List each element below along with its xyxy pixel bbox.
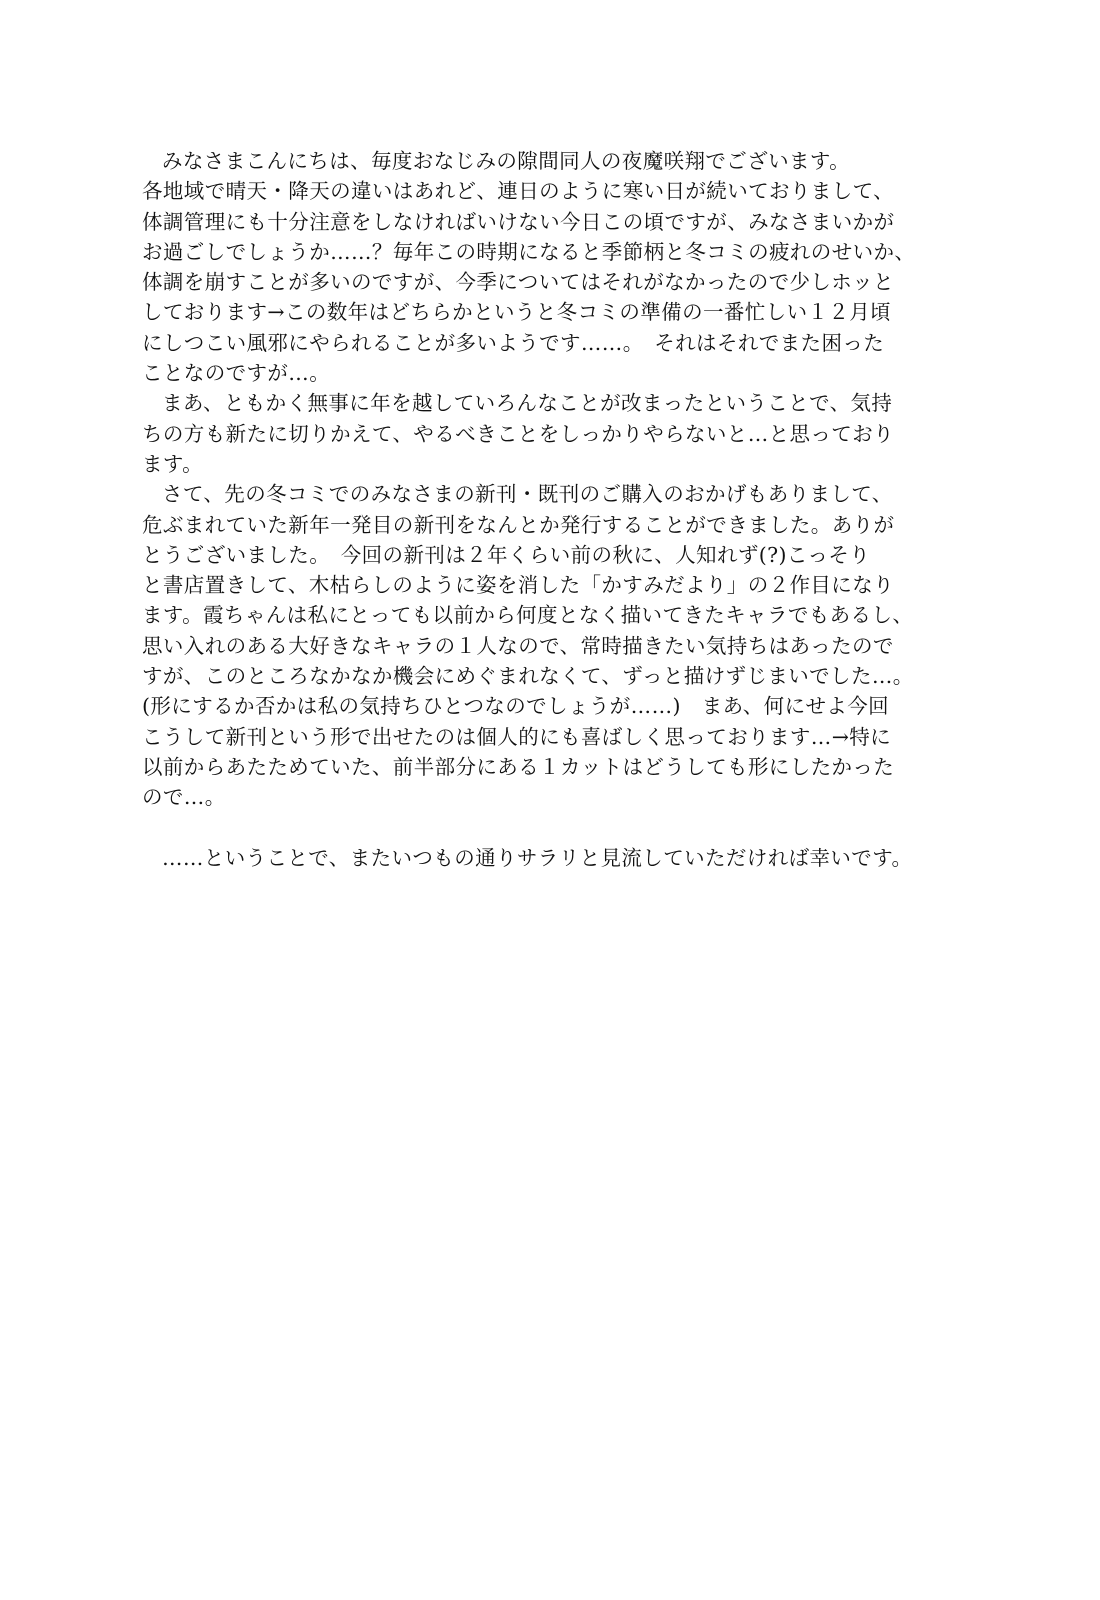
- paragraph-line: 各地域で晴天・降天の違いはあれど、連日のように寒い日が続いておりまして、: [142, 179, 894, 204]
- paragraph-line: とうございました。 今回の新刊は２年くらい前の秋に、人知れず(?)こっそり: [142, 542, 871, 567]
- paragraph-line: と書店置きして、木枯らしのように姿を消した「かすみだより」の２作目になり: [142, 573, 894, 598]
- closing-line: ……ということで、またいつもの通りサラリと見流していただければ幸いです。: [162, 845, 913, 870]
- blank-line: [142, 813, 1002, 843]
- paragraph-line: こうして新刊という形で出せたのは個人的にも喜ばしく思っております…→特に: [142, 724, 892, 749]
- paragraph-line: しております→この数年はどちらかというと冬コミの準備の一番忙しい１２月頃: [142, 300, 892, 325]
- paragraph-line: 思い入れのある大好きなキャラの１人なので、常時描きたい気持ちはあったので: [142, 633, 894, 658]
- paragraph-line: ちの方も新たに切りかえて、やるべきことをしっかりやらないと…と思っており: [142, 421, 894, 446]
- paragraph-line: さて、先の冬コミでのみなさまの新刊・既刊のご購入のおかげもありまして、: [162, 482, 893, 507]
- paragraph-line: ます。: [142, 451, 204, 476]
- paragraph-line: (形にするか否かは私の気持ちひとつなのでしょうが……) まあ、何にせよ今回: [142, 694, 890, 719]
- paragraph-line: まあ、ともかく無事に年を越していろんなことが改まったということで、気持: [162, 391, 893, 416]
- paragraph-line: ので…。: [142, 785, 226, 810]
- paragraph-line: すが、このところなかなか機会にめぐまれなくて、ずっと描けずじまいでした…。: [142, 664, 914, 689]
- paragraph-line: にしつこい風邪にやられることが多いようです……。 それはそれでまた困った: [142, 330, 885, 355]
- paragraph-line: みなさまこんにちは、毎度おなじみの隙間同人の夜魔咲翔でございます。: [162, 149, 851, 173]
- paragraph-line: ことなのですが…。: [142, 361, 331, 386]
- letter-body: [142, 146, 1002, 873]
- paragraph-line: 体調を崩すことが多いのですが、今季についてはそれがなかったので少しホッと: [142, 270, 894, 295]
- paragraph-line: 危ぶまれていた新年一発目の新刊をなんとか発行することができました。ありが: [142, 512, 895, 537]
- paragraph-line: 体調管理にも十分注意をしなければいけない今日この頃ですが、みなさまいかが: [142, 209, 895, 234]
- paragraph-line: お過ごしでしょうか……？毎年この時期になると季節柄と冬コミの疲れのせいか、: [142, 239, 916, 264]
- paragraph-line: 以前からあたためていた、前半部分にある１カットはどうしても形にしたかった: [142, 754, 895, 779]
- paragraph-line: ます。霞ちゃんは私にとっても以前から何度となく描いてきたキャラでもあるし、: [142, 603, 914, 628]
